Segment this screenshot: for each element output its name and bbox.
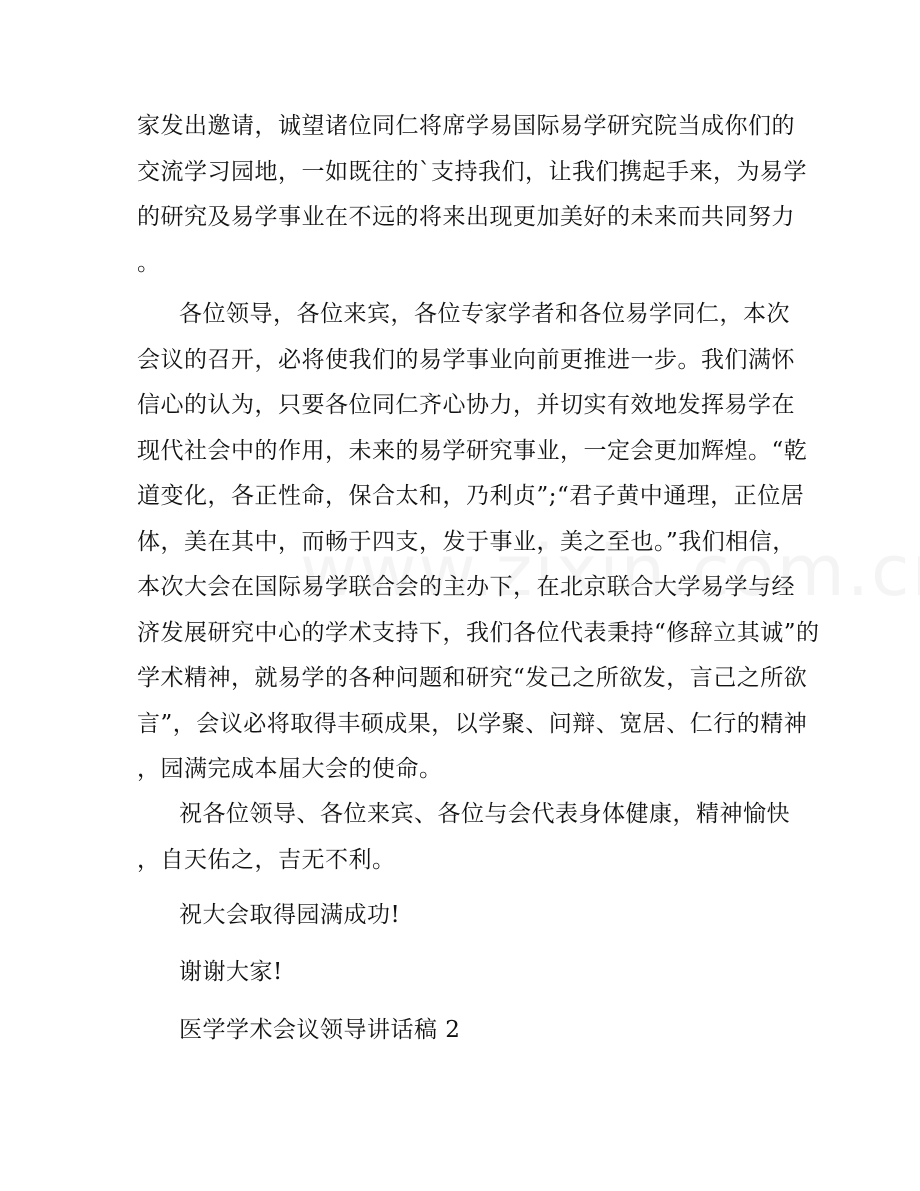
text-line: 体，美在其中，而畅于四支，发于事业，美之至也。”我们相信， xyxy=(137,528,796,555)
text-line: 家发出邀请，诚望诸位同仁将席学易国际易学研究院当成你们的 xyxy=(137,113,795,139)
text-line: 祝各位领导、各位来宾、各位与会代表身体健康，精神愉快 xyxy=(179,801,790,827)
text-line: 医学学术会议领导讲话稿 2 xyxy=(179,1017,461,1043)
paragraph-4 xyxy=(137,893,787,939)
text-line: 的研究及易学事业在不远的将来出现更加美好的未来而共同努力 xyxy=(137,204,795,230)
paragraph-5 xyxy=(137,950,787,996)
paragraph-2 xyxy=(137,292,820,793)
paragraph-1 xyxy=(137,104,807,286)
text-line: 本次大会在国际易学联合会的主办下，在北京联合大学易学与经 xyxy=(137,574,795,600)
paragraph-3 xyxy=(137,792,790,883)
text-line: 信心的认为，只要各位同仁齐心协力，并切实有效地发挥易学在 xyxy=(137,392,795,418)
section-heading xyxy=(137,1008,787,1054)
text-line: ，园满完成本届大会的使命。 xyxy=(137,756,443,782)
text-line: 言”，会议必将取得丰硕成果，以学聚、问辩、宽居、仁行的精神 xyxy=(137,710,808,737)
text-line: 道变化，各正性命，保合太和，乃利贞”;“君子黄中通理，正位居 xyxy=(137,483,805,509)
text-line: 济发展研究中心的学术支持下，我们各位代表秉持“修辞立其诚”的 xyxy=(137,619,820,646)
text-line: 祝大会取得园满成功! xyxy=(179,902,401,928)
text-line: 各位领导，各位来宾，各位专家学者和各位易学同仁，本次 xyxy=(179,301,790,327)
text-line: ，自天佑之，吉无不利。 xyxy=(137,846,396,873)
text-line: 谢谢大家! xyxy=(179,959,283,985)
text-line: 会议的召开，必将使我们的易学事业向前更推进一步。我们满怀 xyxy=(137,346,795,373)
text-line: 。 xyxy=(137,249,161,276)
text-line: 学术精神，就易学的各种问题和研究“发己之所欲发，言己之所欲 xyxy=(137,665,808,691)
text-line: 现代社会中的作用，未来的易学研究事业，一定会更加辉煌。“乾 xyxy=(137,437,808,464)
text-line: 交流学习园地，一如既往的`支持我们，让我们携起手来，为易学 xyxy=(137,158,807,185)
